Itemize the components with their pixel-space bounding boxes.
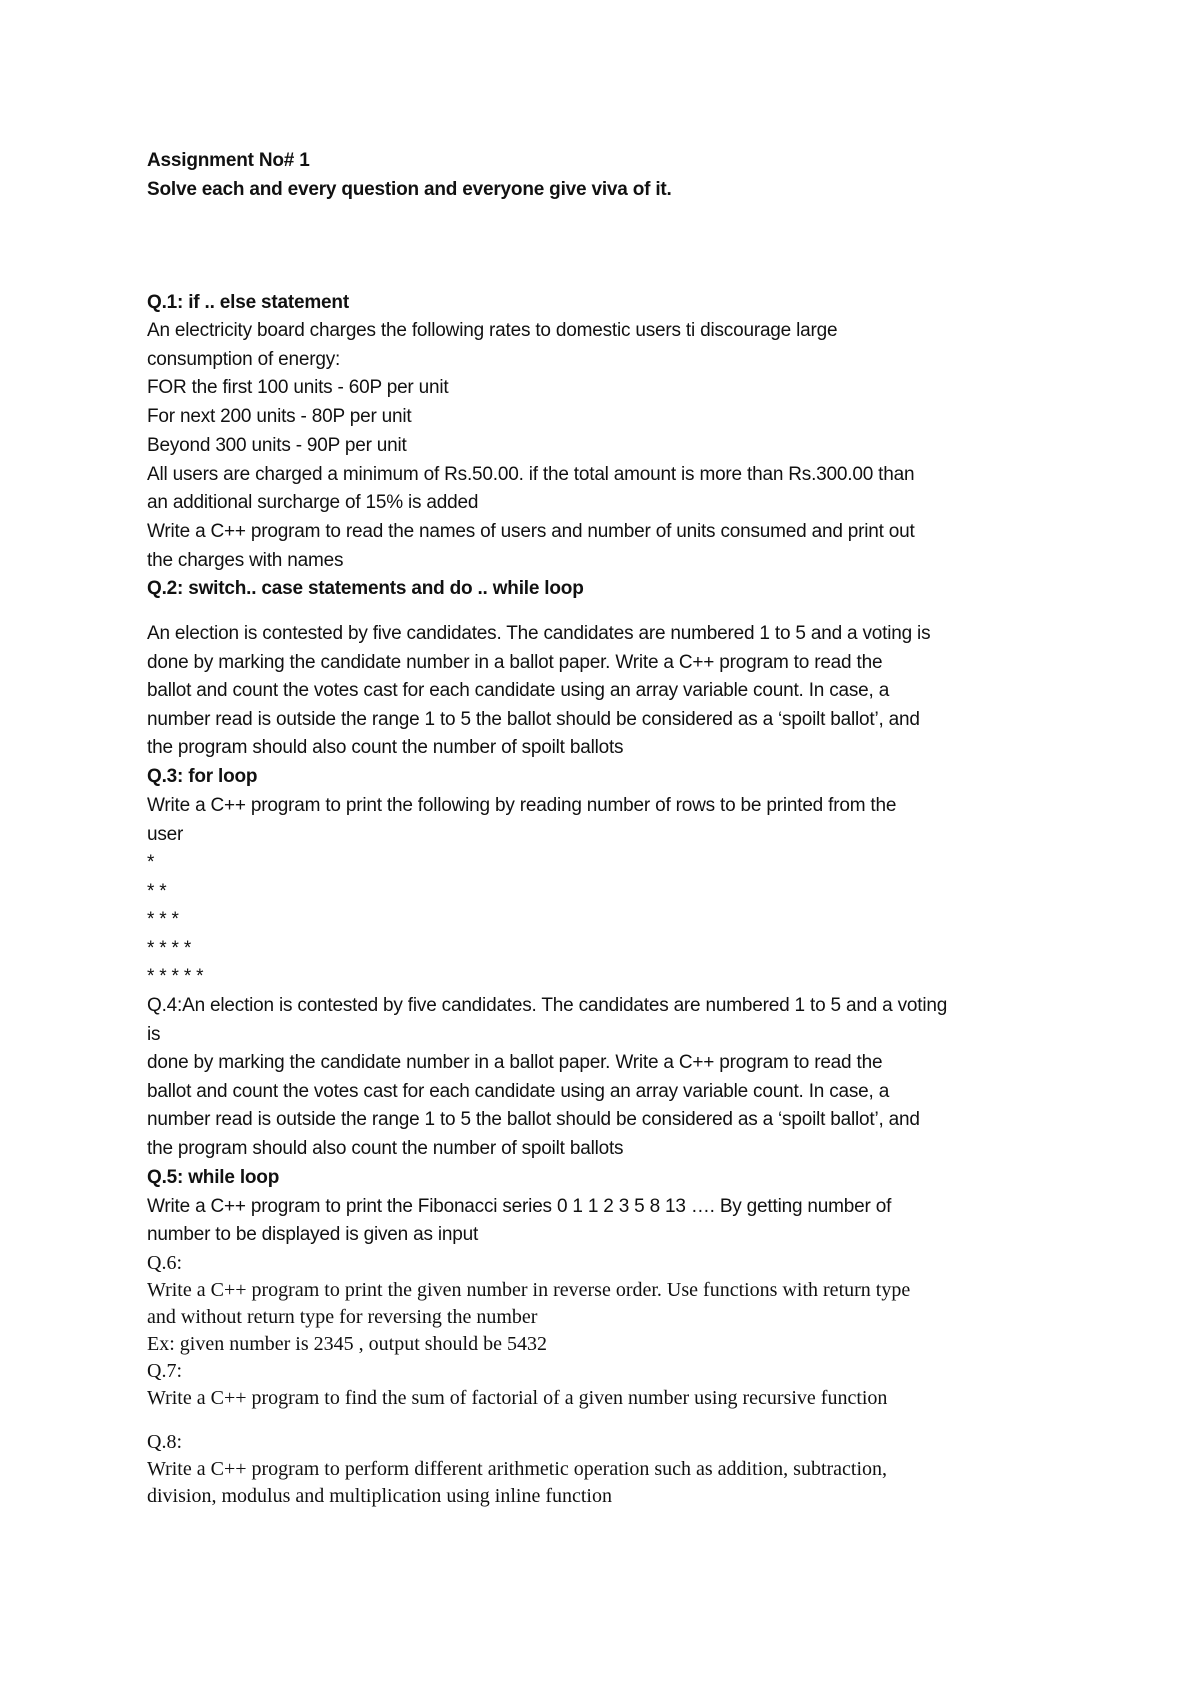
q1-line: Write a C++ program to read the names of users and number of units consumed and print out [147, 521, 915, 542]
q7-line: Write a C++ program to find the sum of factorial of a given number using recursive function [147, 1387, 888, 1409]
q1-heading: Q.1: if .. else statement [147, 292, 349, 313]
q6-line: Ex: given number is 2345 , output should be 5432 [147, 1333, 547, 1355]
q5-line: Write a C++ program to print the Fibonacci series 0 1 1 2 3 5 8 13 …. By getting number of [147, 1196, 892, 1217]
q4-line: number read is outside the range 1 to 5 the ballot should be considered as a ‘spoilt ballot’, and [147, 1109, 920, 1130]
star-pattern-row: * * * * * [147, 966, 204, 987]
q2-line: ballot and count the votes cast for each candidate using an array variable count. In case, a [147, 680, 890, 701]
star-pattern-row: * * * * [147, 938, 192, 959]
q8-line: division, modulus and multiplication using inline function [147, 1485, 612, 1507]
q1-line: an additional surcharge of 15% is added [147, 492, 479, 513]
q4-line: is [147, 1024, 161, 1045]
q4-line: the program should also count the number of spoilt ballots [147, 1138, 624, 1159]
q3-heading: Q.3: for loop [147, 766, 258, 787]
q2-heading: Q.2: switch.. case statements and do .. while loop [147, 578, 584, 599]
q6-line: Write a C++ program to print the given number in reverse order. Use functions with return type [147, 1279, 911, 1301]
q1-line: consumption of energy: [147, 349, 341, 370]
q6-heading: Q.6: [147, 1252, 182, 1274]
q8-heading: Q.8: [147, 1431, 182, 1453]
q1-line: For next 200 units - 80P per unit [147, 406, 412, 427]
star-pattern-row: * * * [147, 909, 179, 930]
q5-heading: Q.5: while loop [147, 1167, 280, 1188]
q3-line: user [147, 824, 184, 845]
q4-line: Q.4:An election is contested by five candidates. The candidates are numbered 1 to 5 and a voting [147, 995, 948, 1016]
q1-line: All users are charged a minimum of Rs.50.00. if the total amount is more than Rs.300.00 than [147, 464, 915, 485]
q8-line: Write a C++ program to perform different arithmetic operation such as addition, subtraction, [147, 1458, 888, 1480]
q1-line: FOR the first 100 units - 60P per unit [147, 377, 449, 398]
q4-line: ballot and count the votes cast for each candidate using an array variable count. In case, a [147, 1081, 890, 1102]
assignment-title: Assignment No# 1 [147, 150, 310, 171]
q1-line: Beyond 300 units - 90P per unit [147, 435, 407, 456]
star-pattern-row: * [147, 852, 155, 873]
q7-heading: Q.7: [147, 1360, 182, 1382]
q2-line: done by marking the candidate number in a ballot paper. Write a C++ program to read the [147, 652, 883, 673]
q1-line: the charges with names [147, 550, 344, 571]
q5-line: number to be displayed is given as input [147, 1224, 479, 1245]
q1-line: An electricity board charges the following rates to domestic users ti discourage large [147, 320, 838, 341]
q2-line: An election is contested by five candidates. The candidates are numbered 1 to 5 and a voting is [147, 623, 931, 644]
assignment-instructions: Solve each and every question and everyone give viva of it. [147, 179, 672, 200]
q6-line: and without return type for reversing the number [147, 1306, 538, 1328]
q4-line: done by marking the candidate number in a ballot paper. Write a C++ program to read the [147, 1052, 883, 1073]
q2-line: number read is outside the range 1 to 5 the ballot should be considered as a ‘spoilt ballot’, and [147, 709, 920, 730]
star-pattern-row: * * [147, 881, 167, 902]
q2-line: the program should also count the number of spoilt ballots [147, 737, 624, 758]
q3-line: Write a C++ program to print the following by reading number of rows to be printed from the [147, 795, 897, 816]
